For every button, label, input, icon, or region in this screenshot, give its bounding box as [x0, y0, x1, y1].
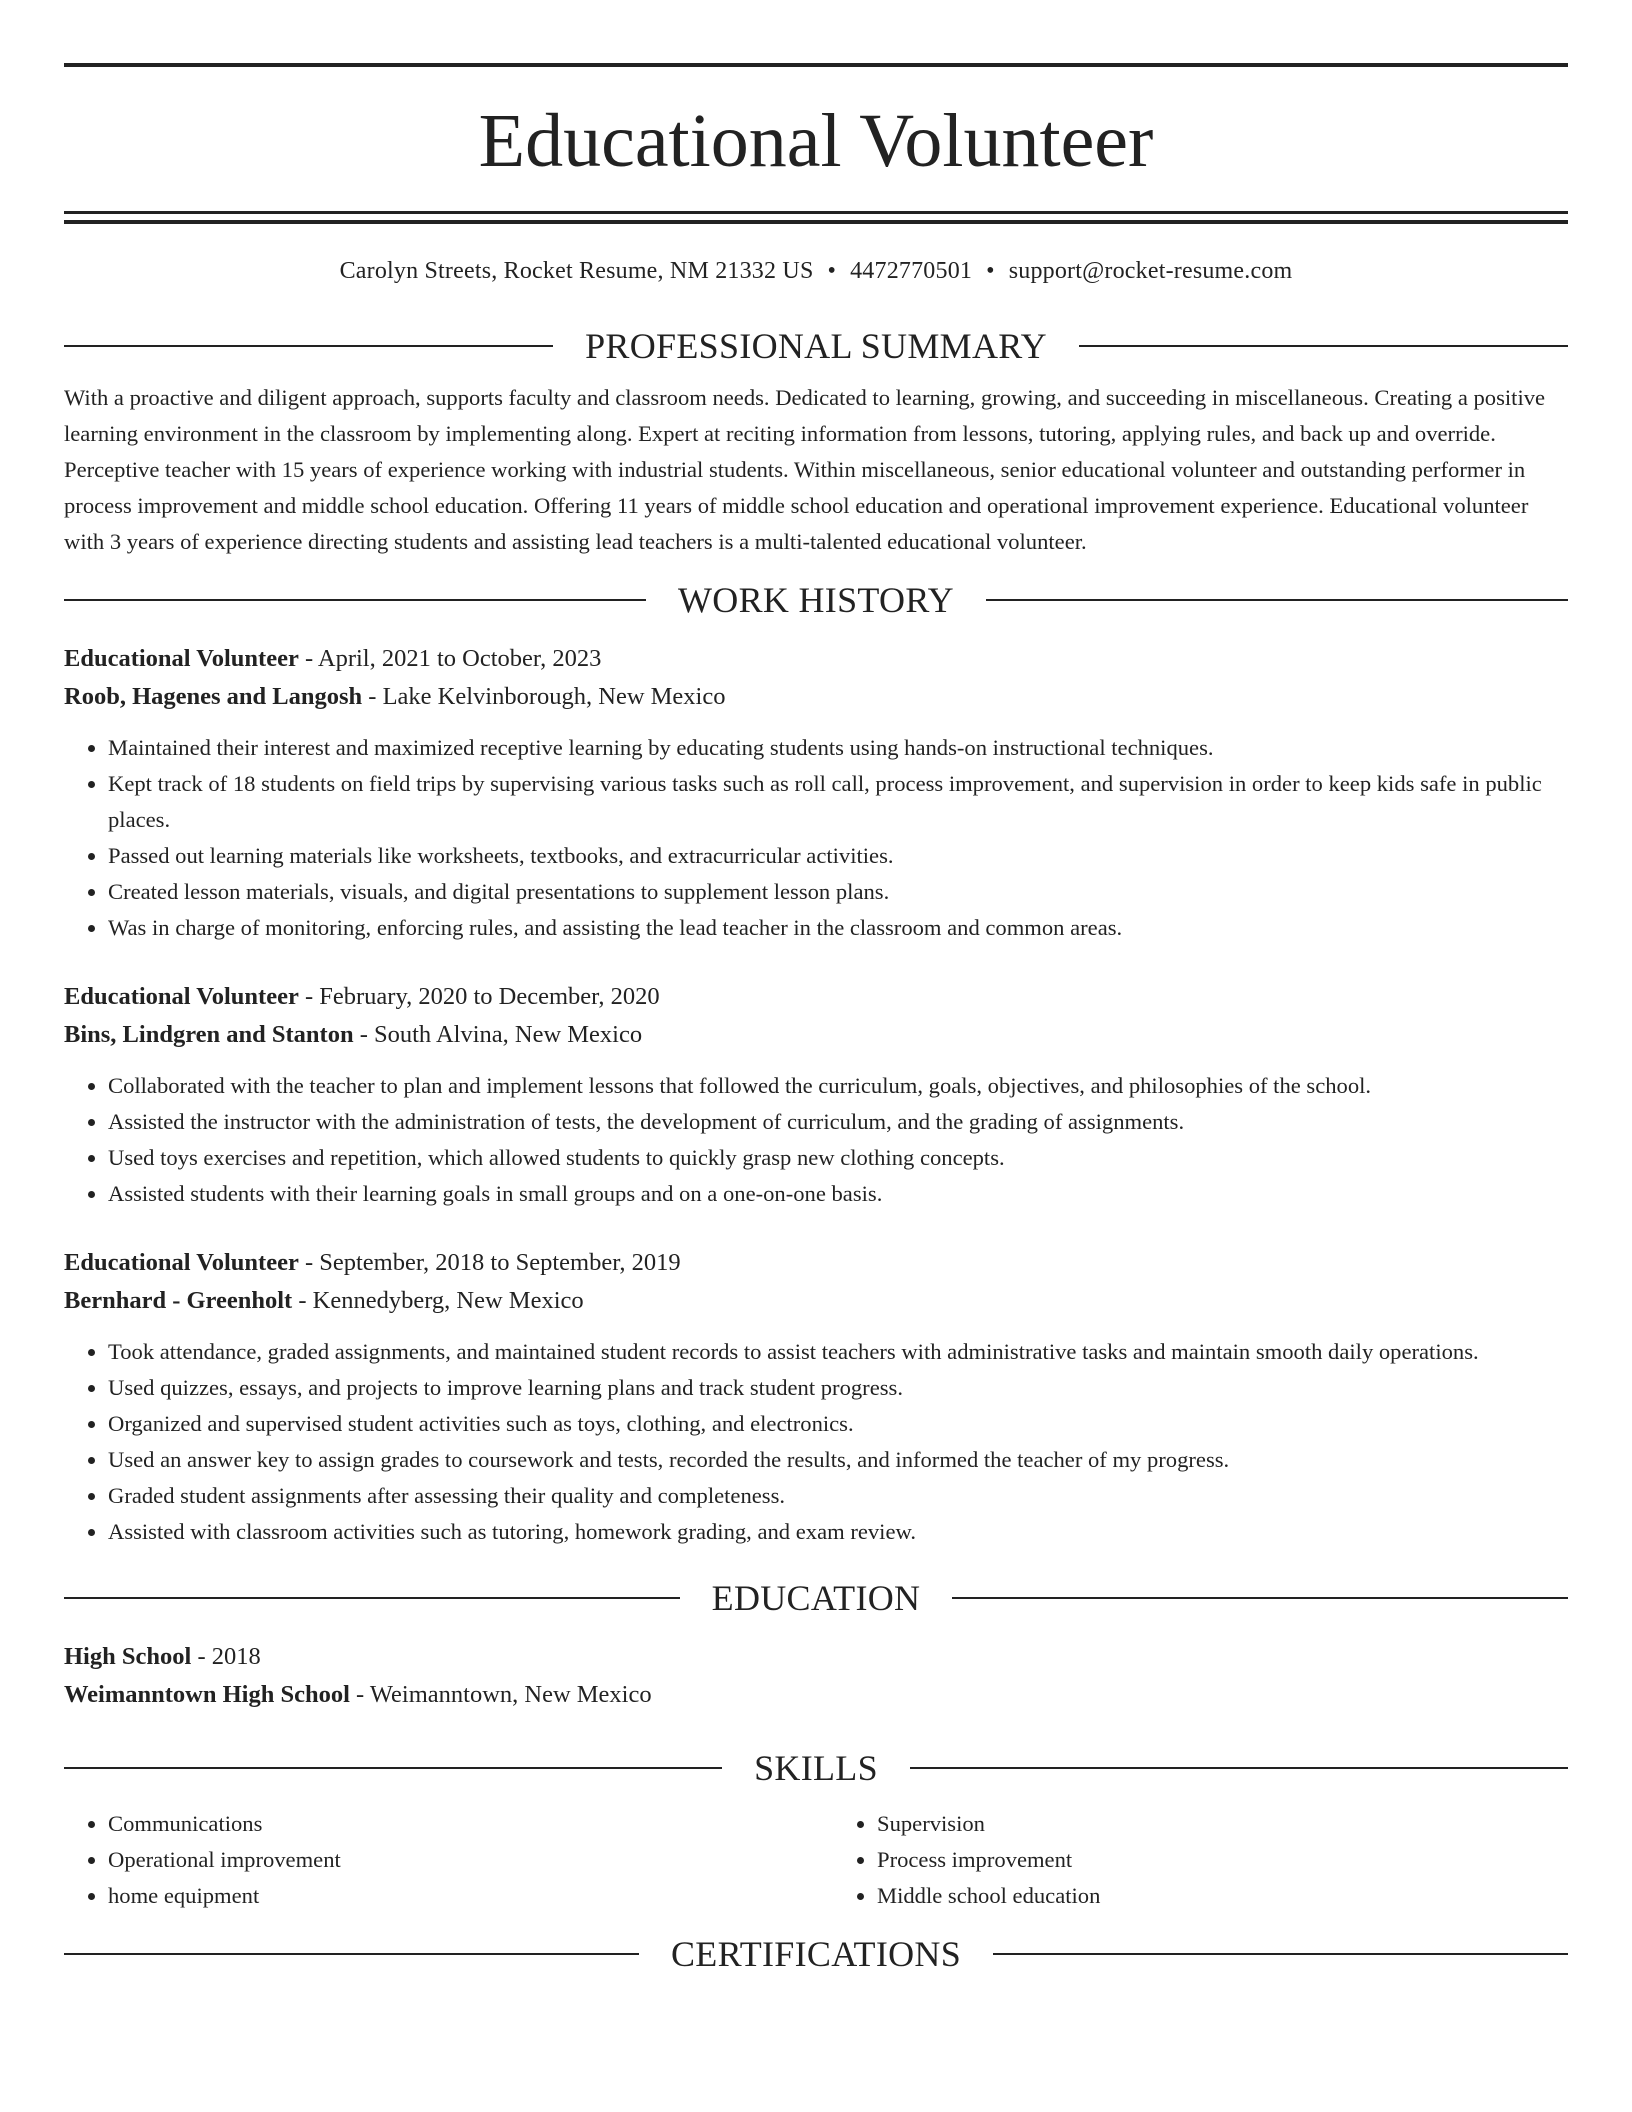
list-item: • Assisted students with their learning goals in small groups and on a one-on-one basis. — [108, 1176, 1568, 1212]
job-bullets — [64, 730, 1568, 946]
job-company: Bernhard - Greenholt — [64, 1287, 293, 1314]
job-title: Educational Volunteer — [64, 645, 299, 672]
list-item: • Organized and supervised student activities such as toys, clothing, and electronics. — [108, 1406, 1568, 1442]
list-item: • Operational improvement — [108, 1842, 799, 1878]
job-entry — [64, 1244, 1568, 1550]
list-item: • Communications — [108, 1806, 799, 1842]
list-item: • Used toys exercises and repetition, which allowed students to quickly grasp new clothing concepts. — [108, 1140, 1568, 1176]
list-item: • Middle school education — [877, 1878, 1568, 1914]
section-header-skills — [64, 1750, 1568, 1786]
section-header-education — [64, 1580, 1568, 1616]
contact-separator: • — [827, 258, 837, 284]
job-company-line — [64, 1282, 1568, 1320]
contact-phone: 4472770501 — [850, 258, 973, 284]
job-dates: - February, 2020 to December, 2020 — [298, 983, 660, 1010]
job-title-line — [64, 640, 1568, 678]
job-bullets — [64, 1334, 1568, 1550]
list-item: • Passed out learning materials like worksheets, textbooks, and extracurricular activities. — [108, 838, 1568, 874]
section-title: CERTIFICATIONS — [670, 1934, 962, 1974]
list-item: • Maintained their interest and maximized receptive learning by educating students using hands-on instructional techniques. — [108, 730, 1568, 766]
education-degree: High School — [64, 1643, 192, 1670]
skills-list — [64, 1806, 1568, 1914]
contact-email: support@rocket-resume.com — [1008, 258, 1293, 284]
job-bullets — [64, 1068, 1568, 1212]
list-item: • Assisted the instructor with the administration of tests, the development of curriculum, and the grading of assignments. — [108, 1104, 1568, 1140]
list-item: • Process improvement — [877, 1842, 1568, 1878]
job-company: Bins, Lindgren and Stanton — [64, 1021, 354, 1048]
list-item: • Graded student assignments after assessing their quality and completeness. — [108, 1478, 1568, 1514]
section-title: PROFESSIONAL SUMMARY — [585, 326, 1047, 366]
education-entry — [64, 1638, 1568, 1714]
list-item: • Was in charge of monitoring, enforcing rules, and assisting the lead teacher in the classroom and common areas. — [108, 910, 1568, 946]
list-item: • Collaborated with the teacher to plan and implement lessons that followed the curriculum, goals, objectives, and philosophies of the school. — [108, 1068, 1568, 1104]
contact-line — [64, 258, 1568, 288]
list-item: • Created lesson materials, visuals, and digital presentations to supplement lesson plans. — [108, 874, 1568, 910]
section-header-summary — [64, 328, 1568, 364]
contact-separator: • — [986, 258, 995, 284]
list-item: • Used quizzes, essays, and projects to improve learning plans and track student progress. — [108, 1370, 1568, 1406]
section-header-certifications — [64, 1936, 1568, 1972]
list-item: • Supervision — [877, 1806, 1568, 1842]
contact-address: Carolyn Streets, Rocket Resume, NM 21332 US — [339, 258, 814, 284]
job-title: Educational Volunteer — [64, 1249, 299, 1276]
resume-page — [64, 0, 1568, 1972]
list-item: • home equipment — [108, 1878, 799, 1914]
page-title: Educational Volunteer — [478, 99, 1154, 183]
job-location: - South Alvina, New Mexico — [353, 1021, 643, 1048]
job-company-line — [64, 1016, 1568, 1054]
job-title-line — [64, 978, 1568, 1016]
job-title-line — [64, 1244, 1568, 1282]
education-degree-line — [64, 1638, 1568, 1676]
skills-column-right — [799, 1806, 1568, 1914]
section-title: SKILLS — [754, 1748, 878, 1788]
education-year: - 2018 — [191, 1643, 261, 1670]
list-item: • Took attendance, graded assignments, and maintained student records to assist teachers with administrative tasks and maintain smooth daily operations. — [108, 1334, 1568, 1370]
job-dates: - September, 2018 to September, 2019 — [298, 1249, 681, 1276]
job-entry — [64, 640, 1568, 946]
job-title: Educational Volunteer — [64, 983, 299, 1010]
summary-paragraph: With a proactive and diligent approach, supports faculty and classroom needs. Dedicated to learning, growing, and succeeding in miscellaneous. Creating a positive learning environment in the classroom by implementing along. Expert at reciting information from lessons, tutoring, applying rules, and back up and override. Perceptive teacher with 15 years of experience working with industrial students. Within miscellaneous, senior educational volunteer and outstanding performer in process improvement and middle school education. Offering 11 years of middle school education and operational improvement experience. Educational volunteer with 3 years of experience directing students and assisting lead teachers is a multi-talented educational volunteer. — [64, 385, 1546, 554]
list-item: • Kept track of 18 students on field trips by supervising various tasks such as roll call, process improvement, and supervision in order to keep kids safe in public places. — [108, 766, 1568, 838]
job-location: - Lake Kelvinborough, New Mexico — [362, 683, 726, 710]
job-company-line — [64, 678, 1568, 716]
list-item: • Used an answer key to assign grades to coursework and tests, recorded the results, and informed the teacher of my progress. — [108, 1442, 1568, 1478]
job-dates: - April, 2021 to October, 2023 — [298, 645, 602, 672]
list-item: • Assisted with classroom activities such as tutoring, homework grading, and exam review. — [108, 1514, 1568, 1550]
section-title: EDUCATION — [711, 1578, 921, 1618]
job-entry — [64, 978, 1568, 1212]
section-title: WORK HISTORY — [678, 580, 954, 620]
education-school-line — [64, 1676, 1568, 1714]
job-company: Roob, Hagenes and Langosh — [64, 683, 363, 710]
job-location: - Kennedyberg, New Mexico — [292, 1287, 584, 1314]
skills-column-left — [64, 1806, 799, 1914]
title-double-rule — [64, 211, 1568, 224]
section-header-work-history — [64, 582, 1568, 618]
education-location: - Weimanntown, New Mexico — [349, 1681, 652, 1708]
education-school: Weimanntown High School — [64, 1681, 350, 1708]
